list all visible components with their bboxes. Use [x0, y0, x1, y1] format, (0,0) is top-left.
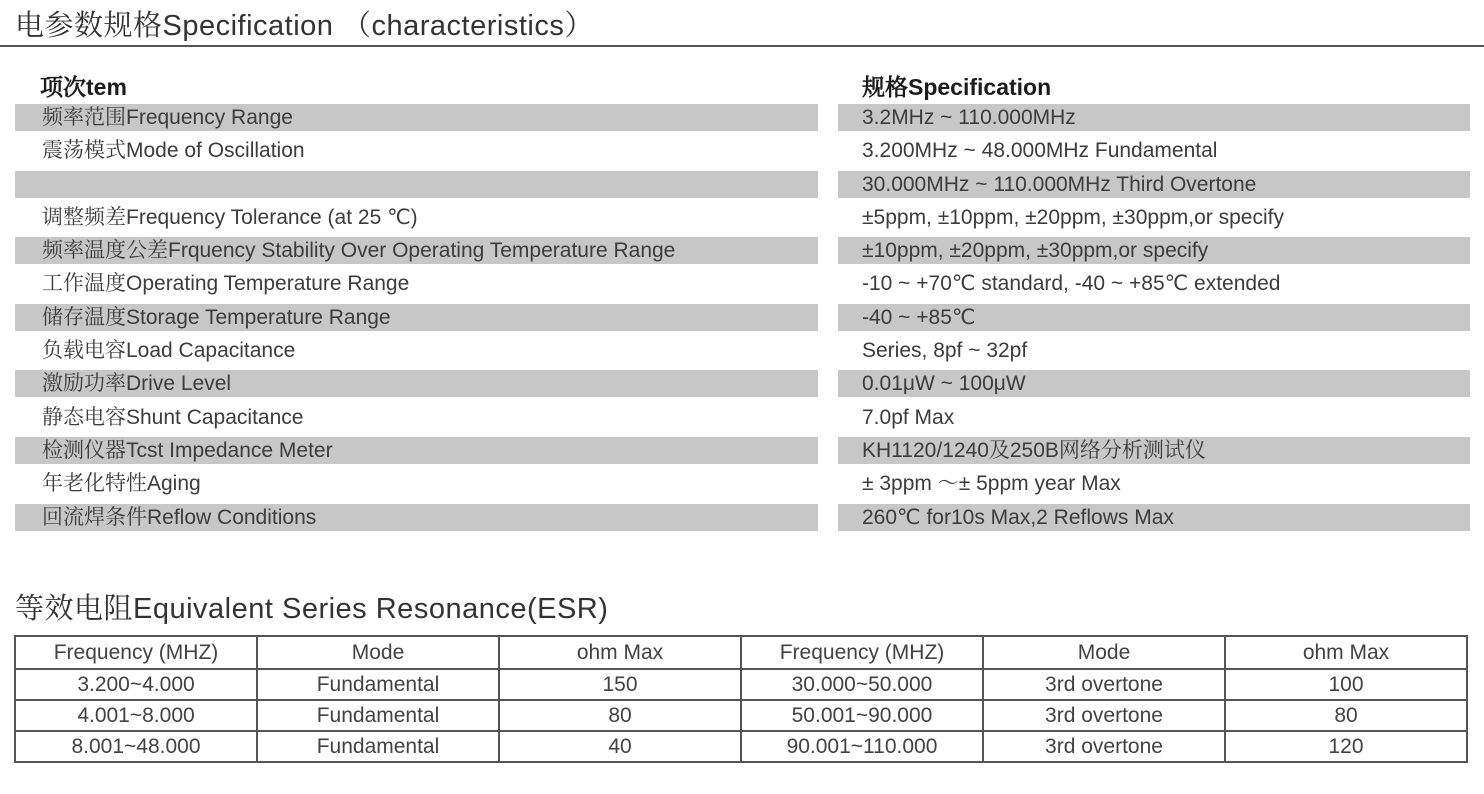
spec-value-cell: -40 ~ +85℃ [838, 304, 1470, 331]
spec-value-cell: 7.0pf Max [862, 405, 955, 429]
esr-data-cell: 80 [499, 700, 741, 731]
spec-row [0, 370, 1484, 397]
esr-header-cell: ohm Max [1225, 636, 1467, 669]
section-title-esr: 等效电阻Equivalent Series Resonance(ESR) [15, 593, 609, 625]
spec-item-cell: 工作温度Operating Temperature Range [42, 272, 410, 296]
esr-header-cell: Frequency (MHZ) [741, 636, 983, 669]
esr-header-row [15, 636, 1467, 669]
specification-table [0, 104, 1484, 537]
spec-value-cell: 30.000MHz ~ 110.000MHz Third Overtone [838, 171, 1470, 198]
spec-item-cell: 频率范围Frequency Range [15, 104, 818, 131]
spec-row [0, 404, 1484, 431]
spec-item-cell: 储存温度Storage Temperature Range [15, 304, 818, 331]
column-header-item: 项次tem [40, 74, 127, 100]
spec-row [0, 104, 1484, 131]
spec-value-cell: ±10ppm, ±20ppm, ±30ppm,or specify [838, 237, 1470, 264]
spec-row [0, 204, 1484, 231]
spec-item-cell: 震荡模式Mode of Oscillation [42, 139, 305, 163]
esr-data-cell: 150 [499, 669, 741, 700]
esr-data-cell: 50.001~90.000 [741, 700, 983, 731]
spec-value-cell: ± 3ppm ～± 5ppm year Max [862, 472, 1121, 496]
esr-table [14, 635, 1468, 763]
esr-data-cell: 90.001~110.000 [741, 731, 983, 762]
esr-data-row [15, 669, 1467, 700]
spec-value-cell: Series, 8pf ~ 32pf [862, 339, 1028, 363]
spec-row [0, 270, 1484, 297]
spec-item-cell: 调整频差Frequency Tolerance (at 25 ℃) [42, 205, 418, 229]
esr-data-cell: Fundamental [257, 669, 499, 700]
spec-item-cell: 频率温度公差Frquency Stability Over Operating Temperature Range [15, 237, 818, 264]
esr-data-cell: 4.001~8.000 [15, 700, 257, 731]
spec-item-cell: 检测仪器Tcst Impedance Meter [15, 437, 818, 464]
esr-data-cell: 3.200~4.000 [15, 669, 257, 700]
spec-row [0, 504, 1484, 531]
spec-value-cell: 3.200MHz ~ 48.000MHz Fundamental [862, 139, 1218, 163]
esr-header-cell: Mode [983, 636, 1225, 669]
section-title-specification: 电参数规格Specification （characteristics） [15, 10, 594, 42]
spec-item-cell: 负载电容Load Capacitance [42, 339, 296, 363]
esr-data-cell: 100 [1225, 669, 1467, 700]
spec-row [0, 237, 1484, 264]
esr-data-cell: 3rd overtone [983, 700, 1225, 731]
esr-data-cell: Fundamental [257, 731, 499, 762]
spec-row [0, 137, 1484, 164]
esr-data-row [15, 731, 1467, 762]
esr-data-cell: 40 [499, 731, 741, 762]
esr-data-cell: 120 [1225, 731, 1467, 762]
spec-row [0, 437, 1484, 464]
spec-value-cell: -10 ~ +70℃ standard, -40 ~ +85℃ extended [862, 272, 1281, 296]
spec-row [0, 470, 1484, 497]
spec-row [0, 171, 1484, 198]
esr-data-row [15, 700, 1467, 731]
spec-value-cell: 0.01μW ~ 100μW [838, 370, 1470, 397]
title-underline [0, 45, 1484, 47]
spec-item-cell: 激励功率Drive Level [15, 370, 818, 397]
esr-header-cell: Mode [257, 636, 499, 669]
spec-row [0, 337, 1484, 364]
spec-item-cell [15, 171, 818, 198]
esr-data-cell: 3rd overtone [983, 731, 1225, 762]
spec-value-cell: ±5ppm, ±10ppm, ±20ppm, ±30ppm,or specify [862, 205, 1284, 229]
esr-header-cell: Frequency (MHZ) [15, 636, 257, 669]
spec-value-cell: 260℃ for10s Max,2 Reflows Max [838, 504, 1470, 531]
spec-item-cell: 年老化特性Aging [42, 472, 201, 496]
spec-value-cell: KH1120/1240及250B网络分析测试仪 [838, 437, 1470, 464]
esr-header-cell: ohm Max [499, 636, 741, 669]
esr-data-cell: Fundamental [257, 700, 499, 731]
esr-data-cell: 80 [1225, 700, 1467, 731]
spec-row [0, 304, 1484, 331]
spec-item-cell: 回流焊条件Reflow Conditions [15, 504, 818, 531]
column-header-specification: 规格Specification [862, 74, 1052, 100]
esr-data-cell: 30.000~50.000 [741, 669, 983, 700]
spec-value-cell: 3.2MHz ~ 110.000MHz [838, 104, 1470, 131]
spec-item-cell: 静态电容Shunt Capacitance [42, 405, 304, 429]
esr-data-cell: 8.001~48.000 [15, 731, 257, 762]
esr-data-cell: 3rd overtone [983, 669, 1225, 700]
